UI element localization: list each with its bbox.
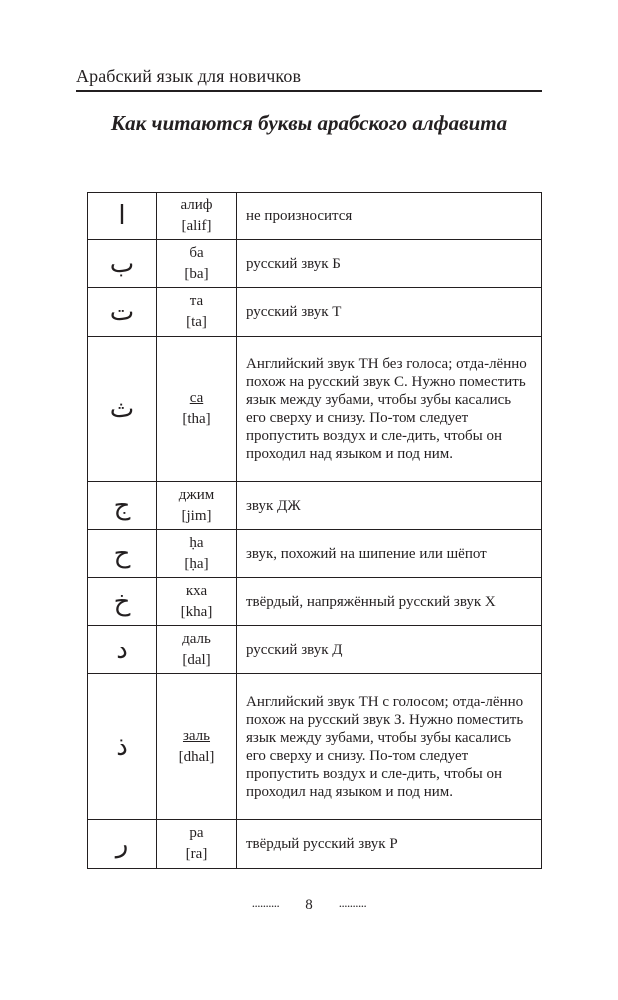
table-row [88,482,542,530]
letter-translit: [ta] [186,314,207,330]
table-row [88,820,542,869]
letter-name: заль [182,727,211,744]
table-row [88,626,542,674]
table-row [88,193,542,240]
letter-description: русский звук Д [237,626,542,674]
letter-name: са [189,390,204,406]
letter-translit: [ra] [185,846,208,862]
letter-name: кха [185,582,208,599]
table-row [88,578,542,626]
letter-name-cell [157,482,237,530]
letter-name: джим [178,486,215,503]
letter-name: та [189,293,204,309]
letter-description: твёрдый русский звук Р [237,820,542,869]
letter-translit: [alif] [181,218,212,234]
letter-name-cell [157,674,237,820]
letter-name-cell [157,288,237,337]
page-footer [0,895,618,914]
arabic-letter: خ [88,578,157,626]
arabic-letter: ر [88,820,157,869]
letter-translit: [ba] [184,265,209,282]
page-number: 8 [305,897,313,913]
arabic-letter: ث [88,337,157,482]
letter-description: твёрдый, напряжённый русский звук Х [237,578,542,626]
page-title: Как читаются буквы арабского алфавита [110,111,508,135]
letter-translit: [ḥa] [184,555,209,572]
footer-dots-right: .......... [338,895,367,910]
alphabet-table [87,192,542,869]
running-head [76,60,542,92]
arabic-letter: ذ [88,674,157,820]
table-row [88,288,542,337]
arabic-letter: ب [88,240,157,288]
letter-name-cell [157,578,237,626]
letter-translit: [dal] [182,651,211,668]
letter-description: Английский звук TH без голоса; отда-лённо похож на русский звук С. Нужно поместить язык между зубами, чтобы зубы касались его сверху и снизу. По-том следует пропустить воздух и сле-дить, чтобы он проходил над языком и под ним. [237,337,542,482]
running-title: Арабский язык для новичков [76,66,302,86]
letter-name: ра [189,825,204,841]
letter-name-cell [157,626,237,674]
letter-name-cell [157,820,237,869]
letter-description: русский звук Т [237,288,542,337]
letter-translit: [tha] [182,411,211,427]
table-row [88,530,542,578]
letter-description: Английский звук TH с голосом; отда-лённо похож на русский звук З. Нужно поместить язык между зубами, чтобы зубы касались его сверху и снизу. По-том следует пропустить воздух и сле-дить, чтобы он проходил над языком и под ним. [237,674,542,820]
letter-description: русский звук Б [237,240,542,288]
letter-description: звук ДЖ [237,482,542,530]
letter-name: ḥa [189,534,204,551]
footer-dots-left: .......... [251,895,280,910]
arabic-letter: ا [88,193,157,240]
letter-name-cell [157,337,237,482]
arabic-letter: ج [88,482,157,530]
letter-name-cell [157,530,237,578]
letter-description: звук, похожий на шипение или шёпот [237,530,542,578]
letter-description: не произносится [237,193,542,240]
letter-name: ба [189,244,204,261]
letter-translit: [jim] [181,507,212,524]
table-row [88,337,542,482]
letter-translit: [dhal] [178,748,215,765]
table-row [88,240,542,288]
arabic-letter: ت [88,288,157,337]
table-row [88,674,542,820]
letter-name-cell [157,240,237,288]
letter-name-cell [157,193,237,240]
arabic-letter: د [88,626,157,674]
letter-name: алиф [180,197,213,213]
arabic-letter: ح [88,530,157,578]
letter-translit: [kha] [180,603,213,620]
letter-name: даль [182,630,211,647]
